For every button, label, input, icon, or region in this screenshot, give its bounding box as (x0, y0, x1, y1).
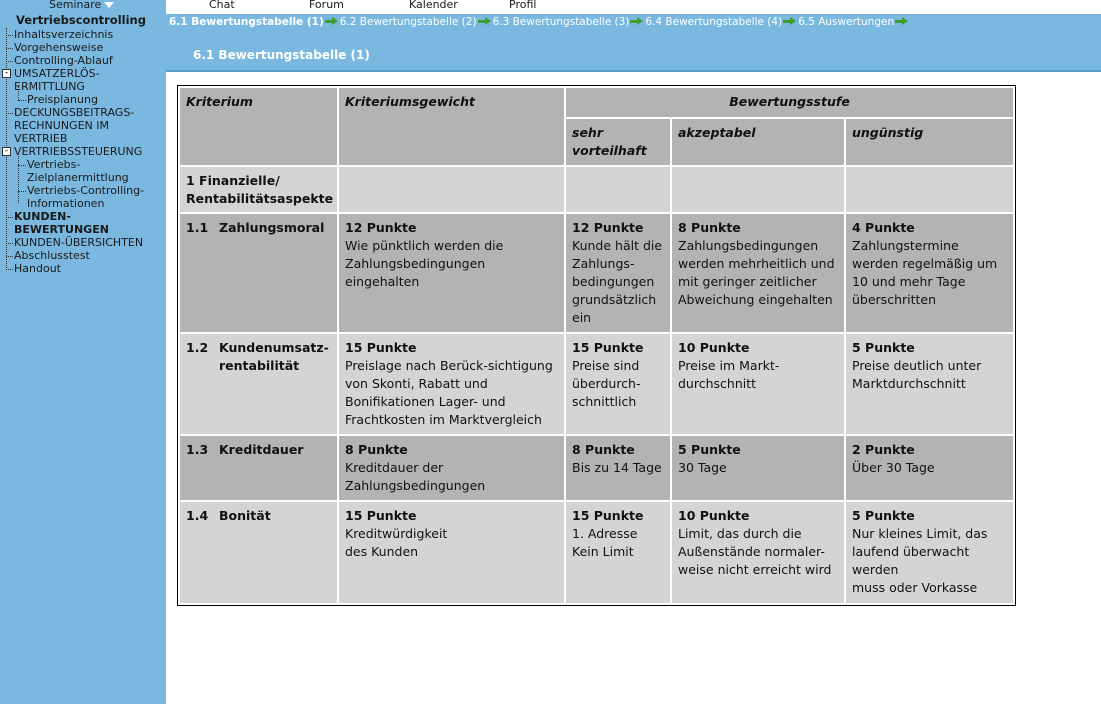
sidebar-item-preisplanung[interactable]: Preisplanung (27, 93, 98, 106)
sidebar-item-zielplanermittlung-line2[interactable]: Zielplanermittlung (27, 171, 129, 184)
tree-guide (18, 156, 19, 203)
menu-kalender[interactable]: Kalender (409, 0, 471, 11)
crumb-6-5[interactable]: 6.5 Auswertungen (798, 16, 895, 28)
sidebar-item-vorgehensweise[interactable]: Vorgehensweise (14, 41, 104, 54)
sidebar-item-inhaltsverzeichnis[interactable]: Inhaltsverzeichnis (14, 28, 114, 41)
collapse-icon[interactable]: - (2, 147, 11, 156)
section-finanzielle-aspekte: 1 Finanzielle/ Rentabilitätsaspekte (180, 167, 337, 212)
crumb-6-2[interactable]: 6.2 Bewertungstabelle (2) (339, 16, 477, 28)
table-cell-unguenstig: 5 Punkte Preise deutlich unter Marktdurchschnitt (846, 334, 1013, 434)
table-cell-unguenstig: 4 Punkte Zahlungstermine werden regelmäßig um 10 und mehr Tage überschritten (846, 214, 1013, 332)
arrow-right-icon (478, 17, 492, 26)
sidebar-item-deckungsbeitrag[interactable]: DECKUNGSBEITRAGS- (14, 106, 135, 119)
crumb-6-1[interactable]: 6.1 Bewertungstabelle (1) (169, 16, 324, 28)
sidebar-item-vertriebssteuerung[interactable]: VERTRIEBSSTEUERUNG (14, 145, 143, 158)
chevron-down-icon (461, 2, 471, 8)
table-cell-akzeptabel: 8 Punkte Zahlungsbedingungen werden mehrheitlich und mit geringer zeitlicher Abweichung eingehalten (672, 214, 844, 332)
header-sehr-vorteilhaft: sehr vorteilhaft (566, 119, 670, 165)
menu-profil[interactable]: Profil (509, 0, 549, 11)
table-cell-sehr: 8 Punkte Bis zu 14 Tage (566, 436, 670, 500)
table-cell-unguenstig: 5 Punkte Nur kleines Limit, das laufend überwacht werden muss oder Vorkasse (846, 502, 1013, 603)
crumb-6-3[interactable]: 6.3 Bewertungstabelle (3) (492, 16, 630, 28)
table-cell-sehr: 12 Punkte Kunde hält die Zahlungs- bedingungen grundsätzlich ein (566, 214, 670, 332)
sidebar-item-kundenuebersichten[interactable]: KUNDEN-ÜBERSICHTEN (14, 236, 144, 249)
sidebar-item-controlling-ablauf[interactable]: Controlling-Ablauf (14, 54, 113, 67)
section-empty-cell (672, 167, 844, 212)
section-empty-cell (339, 167, 564, 212)
table-cell-sehr: 15 Punkte Preise sind überdurch- schnittlich (566, 334, 670, 434)
arrow-right-icon (325, 17, 339, 26)
evaluation-table (177, 85, 1016, 606)
chevron-down-icon (347, 2, 357, 8)
arrow-right-icon (630, 17, 644, 26)
header-kriteriumsgewicht: Kriteriumsgewicht (339, 88, 564, 165)
chevron-down-icon (104, 2, 114, 8)
table-cell-akzeptabel: 10 Punkte Preise im Markt- durchschnitt (672, 334, 844, 434)
breadcrumb (169, 16, 910, 28)
table-cell-gewicht: 15 Punkte Kreditwürdigkeit des Kunden (339, 502, 564, 603)
page-title: 6.1 Bewertungstabelle (1) (193, 48, 370, 62)
table-row-criterion: 1.4 Bonität (180, 502, 337, 603)
chevron-down-icon (539, 2, 549, 8)
table-cell-gewicht: 15 Punkte Preislage nach Berück-sichtigung von Skonti, Rabatt und Bonifikationen Lager- und Frachtkosten im Marktvergleich (339, 334, 564, 434)
table-row-criterion: 1.1 Zahlungsmoral (180, 214, 337, 332)
sidebar-item-handout[interactable]: Handout (14, 262, 61, 275)
section-empty-cell (566, 167, 670, 212)
crumb-6-4[interactable]: 6.4 Bewertungstabelle (4) (645, 16, 783, 28)
table-cell-gewicht: 12 Punkte Wie pünktlich werden die Zahlungsbedingungen eingehalten (339, 214, 564, 332)
sidebar-item-kundenbewertungen-line2[interactable]: BEWERTUNGEN (14, 223, 109, 236)
top-menu (0, 0, 1101, 12)
content-header (166, 12, 1101, 72)
header-akzeptabel: akzeptabel (672, 119, 844, 165)
arrow-right-icon (783, 17, 797, 26)
table-row-criterion: 1.3 Kreditdauer (180, 436, 337, 500)
table-cell-unguenstig: 2 Punkte Über 30 Tage (846, 436, 1013, 500)
sidebar-item-umsatzerloes-line2[interactable]: ERMITTLUNG (14, 80, 85, 93)
sidebar-title: Vertriebscontrolling (16, 13, 146, 27)
sidebar-item-umsatzerloes[interactable]: UMSATZERLÖS- (14, 67, 100, 80)
sidebar (0, 0, 166, 704)
sidebar-item-kundenbewertungen[interactable]: KUNDEN- (14, 210, 71, 223)
table-cell-akzeptabel: 10 Punkte Limit, das durch die Außenstände normaler- weise nicht erreicht wird (672, 502, 844, 603)
collapse-icon[interactable]: - (2, 69, 11, 78)
table-cell-gewicht: 8 Punkte Kreditdauer der Zahlungsbedingungen (339, 436, 564, 500)
chevron-down-icon (238, 2, 248, 8)
sidebar-item-zielplanermittlung[interactable]: Vertriebs- (27, 158, 81, 171)
menu-forum[interactable]: Forum (309, 0, 357, 11)
header-unguenstig: ungünstig (846, 119, 1013, 165)
table-cell-sehr: 15 Punkte 1. Adresse Kein Limit (566, 502, 670, 603)
sidebar-item-deckungsbeitrag-line2[interactable]: RECHNUNGEN IM (14, 119, 109, 132)
section-empty-cell (846, 167, 1013, 212)
menu-chat[interactable]: Chat (209, 0, 248, 11)
arrow-right-icon (895, 17, 909, 26)
header-kriterium: Kriterium (180, 88, 337, 165)
table-cell-akzeptabel: 5 Punkte 30 Tage (672, 436, 844, 500)
menu-seminare[interactable]: Seminare (49, 0, 114, 11)
sidebar-item-controlling-informationen[interactable]: Vertriebs-Controlling- (27, 184, 145, 197)
sidebar-item-controlling-informationen-line2[interactable]: Informationen (27, 197, 105, 210)
table-row-criterion: 1.2 Kundenumsatz- rentabilität (180, 334, 337, 434)
sidebar-item-deckungsbeitrag-line3[interactable]: VERTRIEB (14, 132, 68, 145)
header-bewertungsstufe: Bewertungsstufe (566, 88, 1013, 117)
sidebar-item-abschlusstest[interactable]: Abschlusstest (14, 249, 90, 262)
